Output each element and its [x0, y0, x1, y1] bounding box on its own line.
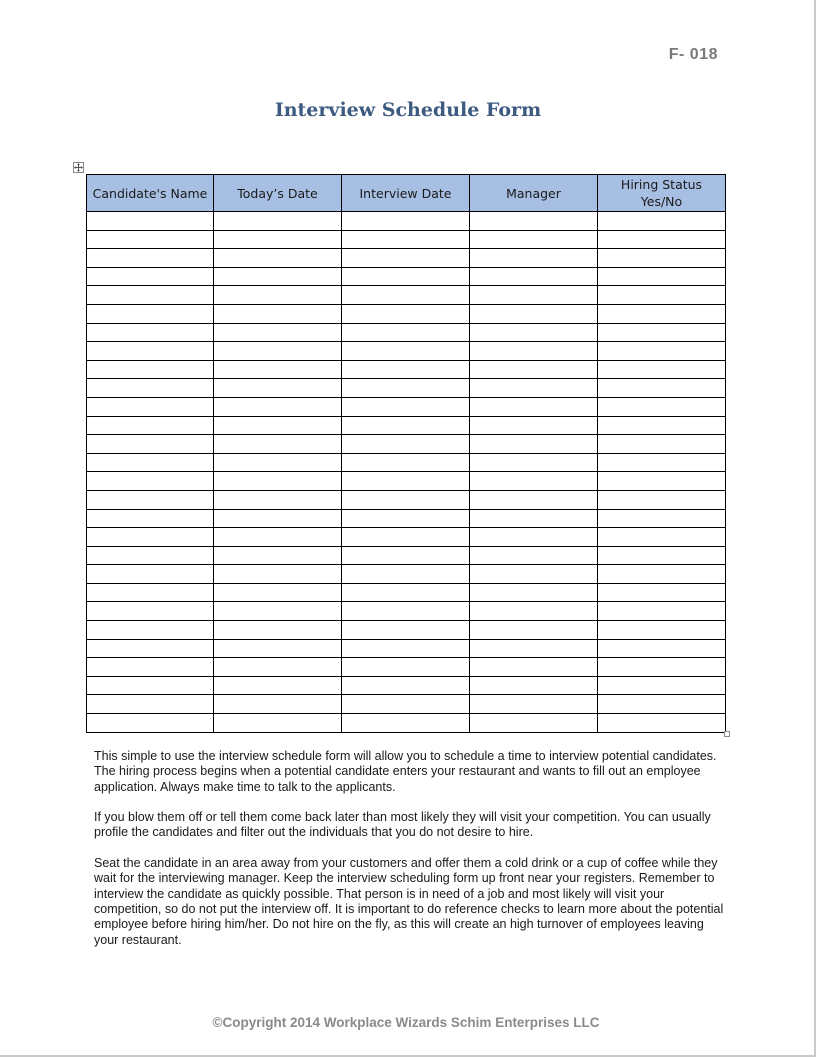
table-cell[interactable] [470, 658, 598, 677]
table-cell[interactable] [342, 342, 470, 361]
table-header-row [87, 175, 726, 212]
table-cell[interactable] [87, 528, 214, 547]
table-cell[interactable] [470, 714, 598, 733]
column-header: Candidate's Name [87, 175, 214, 212]
table-row [87, 528, 726, 547]
table-cell[interactable] [470, 490, 598, 509]
table-row [87, 695, 726, 714]
table-cell[interactable] [598, 546, 726, 565]
table-cell[interactable] [470, 528, 598, 547]
table-cell[interactable] [214, 639, 342, 658]
table-cell[interactable] [470, 249, 598, 268]
table-cell[interactable] [470, 267, 598, 286]
table-cell[interactable] [87, 658, 214, 677]
table-cell[interactable] [598, 472, 726, 491]
table-row [87, 639, 726, 658]
table-row [87, 304, 726, 323]
table-cell[interactable] [598, 342, 726, 361]
table-cell[interactable] [598, 453, 726, 472]
table-cell[interactable] [342, 267, 470, 286]
table-row [87, 379, 726, 398]
table-row [87, 546, 726, 565]
table-row [87, 602, 726, 621]
table-cell[interactable] [470, 379, 598, 398]
table-row [87, 342, 726, 361]
table-cell[interactable] [470, 472, 598, 491]
table-cell[interactable] [87, 249, 214, 268]
table-cell[interactable] [87, 639, 214, 658]
table-row [87, 249, 726, 268]
instructions-paragraph: This simple to use the interview schedule form will allow you to schedule a time to interview potential candidates. The hiring process begins when a potential candidate enters your restaurant and wants to fill out an employee application. Always make time to talk to the applicants. [94, 749, 717, 794]
table-cell[interactable] [470, 360, 598, 379]
table-cell[interactable] [214, 528, 342, 547]
instructions-paragraph: Seat the candidate in an area away from your customers and offer them a cold drink or a cup of coffee while they wait for the interviewing manager. Keep the interview scheduling form up front near your registers. Remember to interview the candidate as quickly possible. That person is in need of a job and most likely will visit your competition, so do not put the interview off. It is important to do reference checks to learn more about the potential employee before hiring him/her. Do not hire on the fly, as this will create an high turnover of employees leaving your restaurant. [94, 856, 724, 947]
table-cell[interactable] [342, 397, 470, 416]
table-cell[interactable] [470, 342, 598, 361]
table-cell[interactable] [342, 602, 470, 621]
table-cell[interactable] [470, 583, 598, 602]
table-cell[interactable] [87, 695, 214, 714]
table-cell[interactable] [598, 267, 726, 286]
column-header: Today’s Date [214, 175, 342, 212]
table-cell[interactable] [470, 212, 598, 231]
table-cell[interactable] [342, 546, 470, 565]
table-cell[interactable] [342, 230, 470, 249]
table-cell[interactable] [342, 323, 470, 342]
table-cell[interactable] [87, 546, 214, 565]
column-header: Manager [470, 175, 598, 212]
table-cell[interactable] [214, 565, 342, 584]
table-cell[interactable] [87, 602, 214, 621]
table-cell[interactable] [87, 212, 214, 231]
table-cell[interactable] [342, 658, 470, 677]
table-move-handle-icon[interactable] [73, 162, 84, 173]
table-cell[interactable] [87, 453, 214, 472]
table-row [87, 286, 726, 305]
table-row [87, 676, 726, 695]
table-resize-handle-icon[interactable] [724, 731, 730, 737]
column-header: Hiring Status Yes/No [598, 175, 726, 212]
table-row [87, 267, 726, 286]
table-cell[interactable] [214, 621, 342, 640]
table-cell[interactable] [598, 528, 726, 547]
table-cell[interactable] [342, 304, 470, 323]
table-cell[interactable] [470, 639, 598, 658]
table-cell[interactable] [598, 360, 726, 379]
table-cell[interactable] [470, 435, 598, 454]
table-cell[interactable] [342, 490, 470, 509]
table-cell[interactable] [214, 230, 342, 249]
table-cell[interactable] [470, 304, 598, 323]
table-row [87, 397, 726, 416]
table-cell[interactable] [598, 286, 726, 305]
table-cell[interactable] [598, 695, 726, 714]
table-cell[interactable] [87, 304, 214, 323]
table-cell[interactable] [470, 286, 598, 305]
table-cell[interactable] [87, 323, 214, 342]
table-row [87, 416, 726, 435]
table-cell[interactable] [342, 528, 470, 547]
table-cell[interactable] [87, 714, 214, 733]
table-cell[interactable] [87, 565, 214, 584]
table-cell[interactable] [214, 249, 342, 268]
table-cell[interactable] [214, 212, 342, 231]
table-cell[interactable] [470, 453, 598, 472]
table-cell[interactable] [470, 546, 598, 565]
table-cell[interactable] [214, 546, 342, 565]
table-row [87, 472, 726, 491]
table-row [87, 323, 726, 342]
column-header: Interview Date [342, 175, 470, 212]
table-cell[interactable] [598, 565, 726, 584]
table-cell[interactable] [470, 565, 598, 584]
table-row [87, 714, 726, 733]
table-cell[interactable] [598, 416, 726, 435]
table-cell[interactable] [87, 435, 214, 454]
table-cell[interactable] [87, 416, 214, 435]
table-cell[interactable] [598, 435, 726, 454]
table-cell[interactable] [470, 323, 598, 342]
interview-schedule-table [86, 174, 726, 733]
table-cell[interactable] [87, 583, 214, 602]
table-cell[interactable] [214, 490, 342, 509]
table-cell[interactable] [214, 360, 342, 379]
table-row [87, 658, 726, 677]
table-cell[interactable] [598, 658, 726, 677]
table-cell[interactable] [87, 342, 214, 361]
table-cell[interactable] [87, 360, 214, 379]
table-cell[interactable] [87, 379, 214, 398]
table-cell[interactable] [342, 695, 470, 714]
form-code: F- 018 [668, 46, 718, 63]
table-cell[interactable] [214, 676, 342, 695]
table-cell[interactable] [598, 304, 726, 323]
table-cell[interactable] [598, 583, 726, 602]
table-cell[interactable] [342, 509, 470, 528]
table-cell[interactable] [214, 342, 342, 361]
table-cell[interactable] [87, 490, 214, 509]
table-cell[interactable] [214, 658, 342, 677]
copyright-footer: ©Copyright 2014 Workplace Wizards Schim Enterprises LLC [212, 1015, 600, 1030]
table-cell[interactable] [342, 249, 470, 268]
table-cell[interactable] [598, 602, 726, 621]
table-row [87, 435, 726, 454]
table-row [87, 490, 726, 509]
table-cell[interactable] [342, 676, 470, 695]
table-cell[interactable] [470, 602, 598, 621]
table-row [87, 621, 726, 640]
instructions-paragraph: If you blow them off or tell them come back later than most likely they will visit your competition. You can usually profile the candidates and filter out the individuals that you do not desire to hire. [94, 810, 711, 840]
table-cell[interactable] [214, 453, 342, 472]
table-row [87, 212, 726, 231]
table-cell[interactable] [342, 416, 470, 435]
table-body [87, 212, 726, 733]
table-cell[interactable] [470, 695, 598, 714]
table-cell[interactable] [87, 286, 214, 305]
table-cell[interactable] [214, 583, 342, 602]
table-cell[interactable] [598, 490, 726, 509]
table-cell[interactable] [214, 435, 342, 454]
table-cell[interactable] [470, 676, 598, 695]
table-cell[interactable] [598, 212, 726, 231]
table-cell[interactable] [470, 621, 598, 640]
table-cell[interactable] [214, 416, 342, 435]
table-cell[interactable] [342, 621, 470, 640]
table-cell[interactable] [470, 416, 598, 435]
table-cell[interactable] [598, 621, 726, 640]
table-cell[interactable] [470, 397, 598, 416]
table-cell[interactable] [470, 509, 598, 528]
table-row [87, 565, 726, 584]
table-cell[interactable] [87, 397, 214, 416]
table-cell[interactable] [214, 397, 342, 416]
table-cell[interactable] [342, 565, 470, 584]
table-cell[interactable] [214, 379, 342, 398]
table-cell[interactable] [598, 714, 726, 733]
table-cell[interactable] [214, 714, 342, 733]
table-cell[interactable] [214, 695, 342, 714]
table-cell[interactable] [214, 509, 342, 528]
table-cell[interactable] [598, 639, 726, 658]
table-cell[interactable] [87, 676, 214, 695]
table-cell[interactable] [87, 509, 214, 528]
table-cell[interactable] [342, 212, 470, 231]
table-row [87, 230, 726, 249]
table-cell[interactable] [214, 472, 342, 491]
table-cell[interactable] [342, 714, 470, 733]
table-cell[interactable] [342, 583, 470, 602]
table-cell[interactable] [598, 397, 726, 416]
table-row [87, 453, 726, 472]
table-cell[interactable] [87, 230, 214, 249]
table-cell[interactable] [214, 304, 342, 323]
table-cell[interactable] [598, 379, 726, 398]
table-cell[interactable] [214, 267, 342, 286]
table-cell[interactable] [598, 323, 726, 342]
page-title: Interview Schedule Form [274, 99, 542, 121]
table-cell[interactable] [470, 230, 598, 249]
table-cell[interactable] [87, 267, 214, 286]
table-cell[interactable] [598, 249, 726, 268]
table-row [87, 583, 726, 602]
table-cell[interactable] [214, 286, 342, 305]
table-cell[interactable] [87, 472, 214, 491]
table-cell[interactable] [342, 472, 470, 491]
table-cell[interactable] [342, 453, 470, 472]
table-cell[interactable] [342, 360, 470, 379]
table-cell[interactable] [342, 379, 470, 398]
table-row [87, 509, 726, 528]
table-cell[interactable] [214, 602, 342, 621]
table-cell[interactable] [214, 323, 342, 342]
table-cell[interactable] [87, 621, 214, 640]
instructions-text [94, 749, 724, 963]
table-cell[interactable] [342, 435, 470, 454]
table-cell[interactable] [598, 676, 726, 695]
table-cell[interactable] [342, 639, 470, 658]
table-cell[interactable] [598, 509, 726, 528]
table-cell[interactable] [342, 286, 470, 305]
table-row [87, 360, 726, 379]
table-cell[interactable] [598, 230, 726, 249]
